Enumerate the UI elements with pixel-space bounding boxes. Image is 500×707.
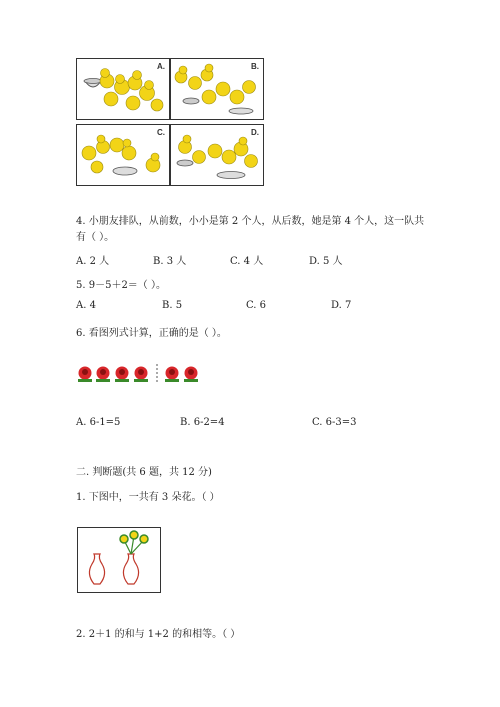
vase-illustration: [78, 528, 160, 592]
flower-icon: [134, 367, 148, 383]
q4-option-d[interactable]: D. 5 人: [309, 256, 343, 267]
flower-icon: [78, 367, 92, 383]
chick-panel-d: [170, 124, 264, 186]
q5-option-c[interactable]: C. 6: [246, 300, 267, 311]
panel-label-c: C.: [157, 128, 165, 137]
q4-option-b[interactable]: B. 3 人: [153, 256, 187, 267]
q6-option-a[interactable]: A. 6-1=5: [76, 417, 121, 428]
q4-option-a[interactable]: A. 2 人: [76, 256, 110, 267]
panel-label-a: A.: [157, 62, 165, 71]
chick-picture-grid: [76, 58, 268, 186]
vase-flower-picture: [77, 527, 161, 593]
chicks-eating-illustration-a: [77, 59, 169, 119]
q6-option-b[interactable]: B. 6-2=4: [180, 417, 225, 428]
q4-text-line2: 有（ ）。: [76, 232, 115, 243]
q5-text: 5. 9－5＋2＝（ ）。: [76, 280, 166, 291]
q4-option-c[interactable]: C. 4 人: [230, 256, 264, 267]
chick-panel-c: [76, 124, 170, 186]
panel-label-d: D.: [251, 128, 259, 137]
q5-option-d[interactable]: D. 7: [331, 300, 352, 311]
chick-panel-a: [76, 58, 170, 120]
q5-option-b[interactable]: B. 5: [162, 300, 183, 311]
flower-icon: [184, 367, 198, 383]
chick-panel-b: [170, 58, 264, 120]
chicks-eating-illustration-b: [171, 59, 263, 119]
chicks-eating-illustration-d: [171, 125, 263, 185]
judge-q2-text: 2. 2＋1 的和与 1+2 的和相等。（ ）: [76, 629, 241, 640]
judge-q1-text: 1. 下图中，一共有 3 朵花。（ ）: [76, 492, 220, 503]
q4-text-line1: 4. 小朋友排队，从前数，小小是第 2 个人，从后数，她是第 4 个人，这一队共: [76, 216, 425, 227]
q5-option-a[interactable]: A. 4: [76, 300, 96, 311]
panel-label-b: B.: [251, 62, 259, 71]
chicks-eating-illustration-c: [77, 125, 169, 185]
flower-icon: [115, 367, 129, 383]
flower-row-illustration: [76, 362, 204, 386]
flower-icon: [165, 367, 179, 383]
q6-text: 6. 看图列式计算，正确的是（ ）。: [76, 328, 227, 339]
q6-option-c[interactable]: C. 6-3=3: [312, 417, 357, 428]
flower-icon: [96, 367, 110, 383]
section-heading: 二. 判断题(共 6 题，共 12 分): [76, 467, 212, 478]
